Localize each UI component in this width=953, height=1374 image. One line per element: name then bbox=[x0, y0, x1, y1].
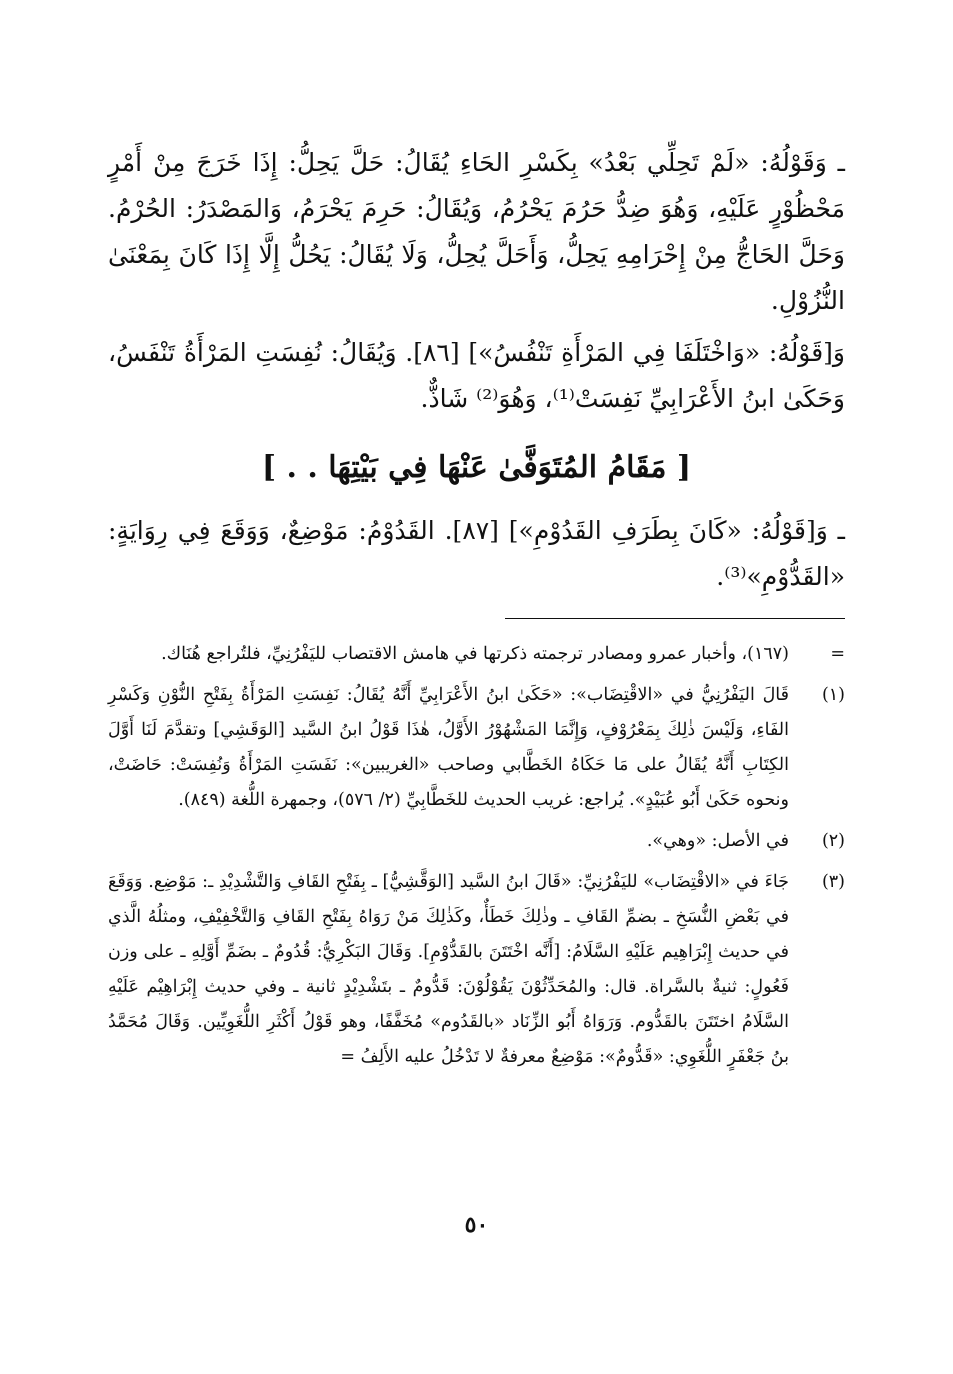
paragraph-2: وَ[قَوْلُهُ: «وَاخْتَلَفَا فِي المَرْأَةِ تَنْفُسُ»] [٨٦]. وَيُقَالُ: نُفِسَتِ المَرْأَةُ تَنْفَسُ، وَحَكَىٰ ابنُ الأَعْرَابِيِّ نَفِسَتْ⁽¹⁾، وَهُوَ⁽²⁾ شَاذٌّ. bbox=[108, 338, 845, 413]
footnote-number: (١) bbox=[821, 685, 845, 705]
footnote-separator bbox=[505, 618, 845, 619]
footnote-number: (٣) bbox=[821, 872, 845, 892]
section-heading: [ مَقَامُ المُتَوَفَّىٰ عَنْهَا فِي بَيْتِهَا . . ] bbox=[261, 450, 692, 485]
footnote-text: جَاءَ في «الاقْتِضَاب» لليَفْرُنِيِّ: «قَالَ ابنُ السَّيد [الوَقَّشِيُّ] ـ بِفَتْحِ القَافِ وَالتَّشْدِيْدِ ـ: مَوْضِع. وَوَقَعَ في بَعْضِ النُّسَخِ ـ بضمِّ القَافِ ـ وذٰلِكَ خَطَأٌ، وكَذٰلِكَ مَنْ رَوَاهُ بِفَتْحِ القَافِ وَالتَّخْفِيْفِ، ومثلُهُ الَّذي في حديث إِبْرَاهِيم عَلَيْهِ السَّلَامُ: [أَنَّه اخْتَتَنَ بالقَدُّوْمِ]. وَقَالَ البَكْرِيُّ: قُدُومٌ ـ بضَمِّ أَوَّلِهِ ـ على وزن فَعُولٍ: ثنيةٌ بالسَّراة. قال: والمُحَدِّثُوْنَ يَقُوْلُوْنَ: قَدُّومٌ ـ بتَشْدِيْدٍ ثانية ـ وفي حديث إِبْرَاهِيْم عَلَيْهِ السَّلَامُ اختَتَنَ بالقَدُّوم. وَرَوَاهُ أَبُو الزِّنَاد «بالقَدُوم» مُخَفَّفًا، وهو قَوْلُ أَكْثَرِ اللُّغَوِيِّين. وَقَالَ مُحَمَّدُ بنُ جَعْفَرٍ اللُّغَوِي: «قَدُّومٌ»: مَوْضِعٌ معرفةٌ لا تَدْخُلُ عليه الأَلِفُ = bbox=[108, 872, 789, 1067]
footnote-text: قَالَ اليَفْرُنِيُّ في «الاقْتِضَاب»: «حَكَىٰ ابنُ الأَعْرَابِيِّ أَنَّهُ يُقَالُ: نَفِسَتِ المَرْأَةُ بِفَتْحِ النُّوْنِ وَكَسْرِ الفَاءِ، وَلَيْسَ ذٰلِكَ بِمَعْرُوْفٍ، وَإِنَّمَا المَشْهُوْرُ الأَوَّلُ، هٰذَا قَوْلُ ابنُ السَّيد [الوَقَشِي] وتقدَّمَ لَنَا أَوَّلَ الكِتَابِ أَنَّهُ يُقَالُ على مَا حَكَاهُ الخَطَّابي وصاحب «الغريبين»: نَفَسَتِ المَرْأَةُ وَنُفِسَتْ: حَاضَتْ، ونحوه حَكَىٰ أَبُو عُبَيْدٍ». يُراجع: غريب الحديث للخَطَّابِيِّ (٢/ ٥٧٦)، وجمهرة اللُّغة (٨٤٩). bbox=[108, 685, 789, 810]
footnote-item bbox=[108, 678, 845, 818]
footnote-continuation bbox=[108, 637, 845, 672]
main-text bbox=[108, 140, 845, 600]
footnote-item bbox=[108, 824, 845, 859]
footnotes bbox=[108, 637, 845, 1075]
paragraph-3: ـ وَ[قَوْلُهُ: «كَانَ بِطَرَفِ القَدُوْمِ»] [٨٧]. القَدُوْمُ: مَوْضِعٌ، وَوَقَعَ فِي رِوَايَةٍ: «القَدُّوْمِ»⁽³⁾. bbox=[108, 516, 845, 591]
continuation-text: (١٦٧)، وأخبار عمرو ومصادر ترجمته ذكرتها في هامش الاقتصاب لليَفْرُنِيِّ، فلتُراجع هُنَاك. bbox=[161, 644, 789, 664]
paragraph-1: ـ وَقَوْلُهُ: «لَمْ تَحِلِّي بَعْدُ» بِكَسْرِ الحَاءِ يُقَالُ: حَلَّ يَحِلُّ: إِذَا خَرَجَ مِنْ أَمْرٍ مَحْظُوْرٍ عَلَيْهِ، وَهُوَ ضِدُّ حَرُمَ يَحْرُمُ، وَيُقَالُ: حَرِمَ يَحْرَمُ، وَالمَصْدَرُ: الحُرْمُ. وَحَلَّ الحَاجُّ مِنْ إِحْرَامِهِ يَحِلُّ، وَأَحَلَّ يُحِلُّ، وَلَا يُقَالُ: يَحُلُّ إِلَّا إِذَا كَانَ بِمَعْنَىٰ النُّزُوْلِ. bbox=[108, 148, 845, 315]
footnote-item bbox=[108, 865, 845, 1075]
continuation-marker: = bbox=[830, 644, 845, 664]
page-number: ٥٠ bbox=[464, 1212, 489, 1238]
footnote-text: في الأصل: «وهي». bbox=[646, 831, 789, 851]
footnote-number: (٢) bbox=[821, 831, 845, 851]
